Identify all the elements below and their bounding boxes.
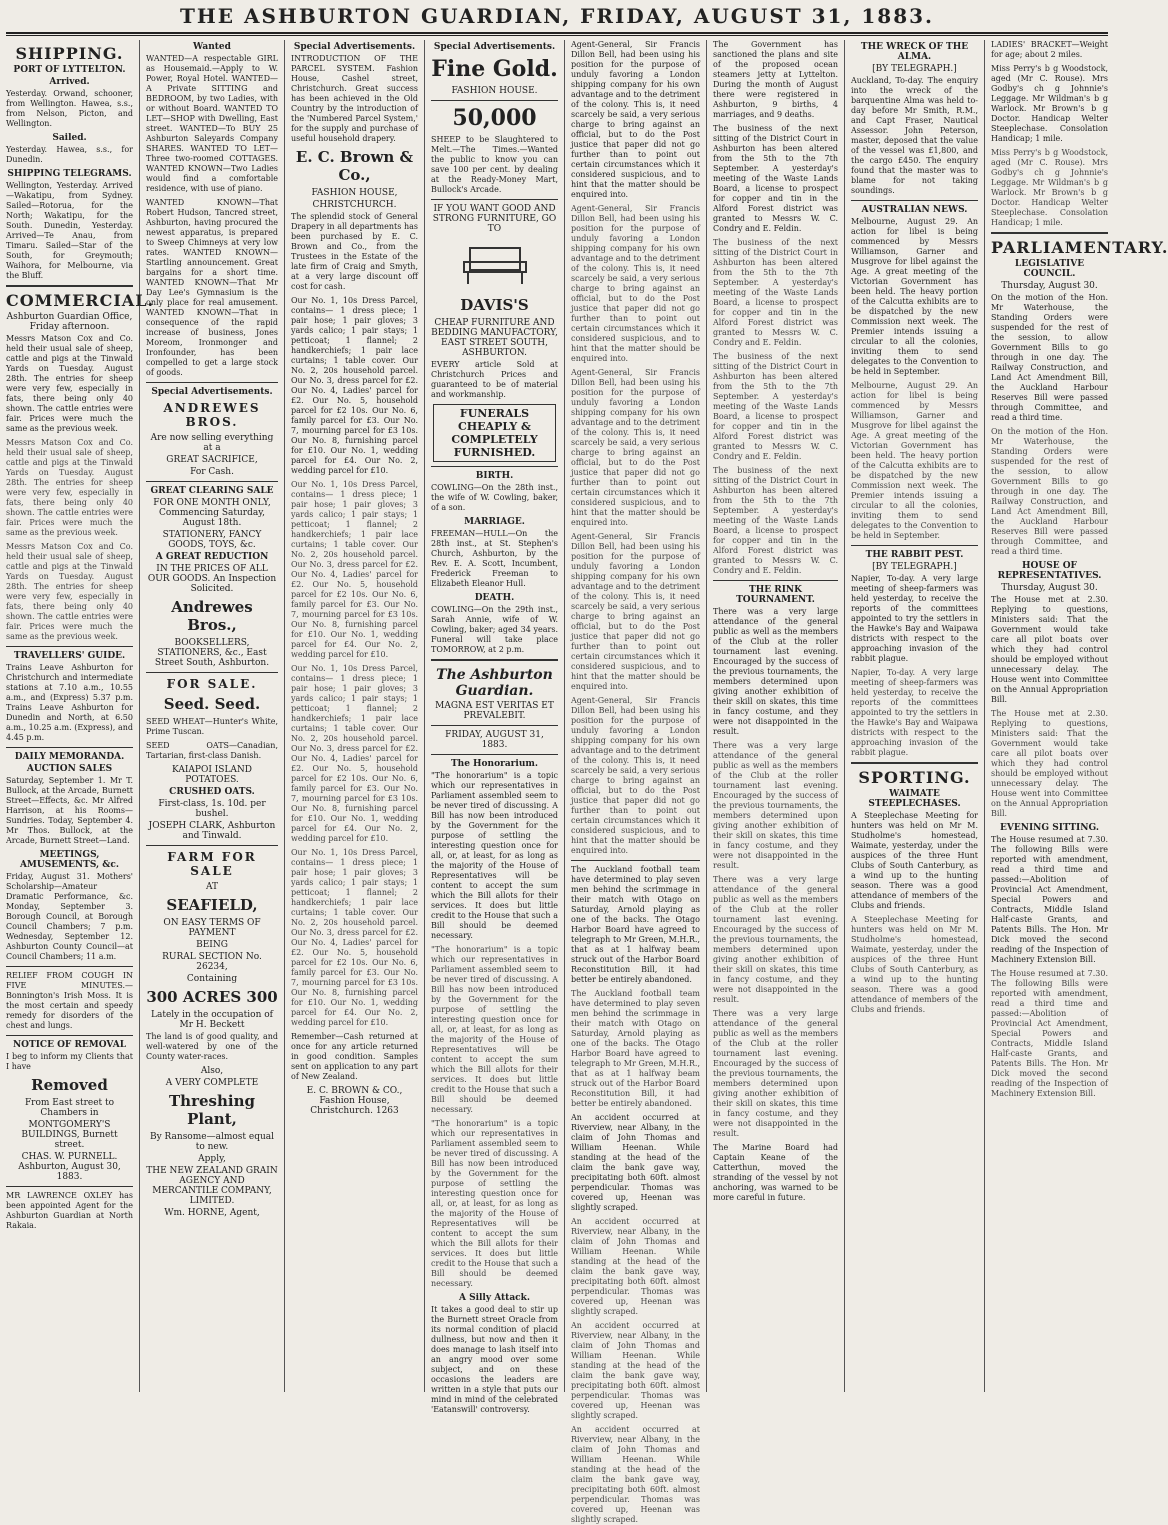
crushed: CRUSHED OATS. (169, 787, 255, 797)
auction-heading: AUCTION SALES (26, 764, 113, 774)
special-heading: Special Advertisements. (151, 387, 273, 397)
rabbit-tag: [BY TELEGRAPH.] (872, 562, 957, 572)
race-results-cont: Miss Perry's b g Woodstock, aged (Mr C. Rouse). Mrs Godby's ch g Johnnie's Leggage. Mr Wildman's b g Warlock. Mr Brown's b g Doctor. Handicap Welter Steeplechase. Consolation Handicap; 1 mile. (991, 148, 1108, 227)
article-text-3-cont: An accident occurred at Riverview, near Albany, in the claim of John Thomas and William Heenan. While standing at the head of the claim the bank gave way, precipitating both 60ft. almost perpendicular. Thomas was covered up, Heenan was slightly scraped. (571, 1217, 700, 1316)
article-text-3-cont-2: An accident occurred at Riverview, near Albany, in the claim of John Thomas and William Heenan. While standing at the head of the claim the bank gave way, precipitating both 60ft. almost perpendicular. Thomas was covered up, Heenan was slightly scraped. (571, 1321, 700, 1420)
death-heading: DEATH. (474, 593, 515, 603)
honorarium-text: "The honorarium" is a topic which our representatives in Parliament assembled seem to be never tired of discussing. A Bill has now been introduced by the Government for the purpose of settling the interesting question once for all, or, at least, for as long as the majority of the House of Representatives will be content to accept the sum which the Bill allots for their services. It does but little credit to the House that such a Bill should be deemed necessary. (431, 771, 558, 940)
commercial-text-cont-2: Messrs Matson Cox and Co. held their usual sale of sheep, cattle and pigs at the Tinwald Yards on Tuesday. August 28th. The entries for sheep were very few, especially in fats, there being only 40 shown. The cattle entries were fair. Prices were much the same as the previous week. (6, 542, 133, 641)
ladies-bracket: LADIES' BRACKET—Weight for age; about 2 miles. (991, 40, 1108, 59)
meetings-heading: MEETINGS, AMUSEMENTS, &c. (19, 850, 120, 870)
divider (431, 199, 558, 200)
article-text-2-cont: The Auckland football team have determined to play seven men behind the scrimmage in their match with Otago on Saturday, Arnold playing as one of the backs. The Otago Harbor Board have agreed to telegraph to Mr Green, M.H.R., that as at 1 halfway beam struck out of the Harbor Board Reconstitution Bill, it had better be entirely abandoned. (571, 989, 700, 1108)
house-text-cont: The House met at 2.30. Replying to questions, Ministers said: That the Government would take care all pilot boats over which they had control should be employed without unnecessary delay. The House went into Committee on the Annual Appropriation Bill. (991, 709, 1108, 818)
telegrams-heading: SHIPPING TELEGRAMS. (7, 169, 132, 179)
column-4 (425, 40, 565, 1414)
threshing-plant: Threshing Plant, (169, 1092, 255, 1128)
birth-text: COWLING—On the 28th inst., the wife of W. Cowling, baker, of a son. (431, 483, 558, 512)
divider (851, 545, 978, 546)
commercial-heading: COMMERCIAL. (6, 291, 155, 310)
special-heading: Special Advertisements. (433, 42, 556, 52)
andrewes-bros: Andrewes Bros., (171, 598, 253, 634)
rabbit-heading: THE RABBIT PEST. (865, 550, 964, 560)
silly-text: It takes a good deal to stir up the Burnett street Oracle from its normal condition of placid dullness, but now and then it does manage to lash itself into an angry mood over some subject, and on these occasions the leaders are written in a style that puts our mind in mind of the celebrated 'Eatanswill' controversy. (431, 1305, 558, 1414)
rink-text-cont: There was a very large attendance of the general public as well as the members of the Club at the roller tournament last evening. Encouraged by the success of the previous tournaments, the members determined upon giving another exhibition of their skill on skates, this time in fancy costume, and they were not disappointed in the result. (713, 741, 838, 870)
remember: Remember—Cash returned at once for any article returned in good condition. Samples sent on application to any part of New Zealand. (291, 1032, 418, 1081)
evening-text: The House resumed at 7.30. The following Bills were reported with amendment, read a third time and passed:—Abolition of Provincial Act Amendment, Special Powers and Contracts, Middle Island Half-caste Grants, and Patents Bills. The Hon. Mr Dick moved the second reading of the Inspection of Machinery Extension Bill. (991, 835, 1108, 964)
fashion-house: FASHION HOUSE, (311, 188, 398, 198)
australian-text-cont: Melbourne, August 29. An action for libel is being commenced by Messrs Williamson, Garner and Musgrove for libel against the Age. A great meeting of the Victorian Government has been held. The heavy portion of the Calcutta exhibits are to be dispatched by the new Commission next week. The Premier intends issuing a circular to all the colonies, inviting them to send delegates to the Convention to be held in September. (851, 381, 978, 540)
christchurch: CHRISTCHURCH. (312, 200, 397, 210)
alma-heading: THE WRECK OF THE ALMA. (860, 42, 969, 62)
arrived-heading: Arrived. (49, 77, 90, 87)
news-text-2-cont-3: The business of the next sitting of the District Court in Ashburton has been altered from the 5th to the 7th September. A yesterday's meeting of the Waste Lands Board, a license to prospect for copper and tin in the Alford Forest district was granted to Messrs W. C. Condry and E. Feldin. (713, 466, 838, 575)
being: BEING (196, 940, 228, 950)
news-text-1: The Government has sanctioned the plans and site of the proposed ocean steamers jetty at Lyttelton. During the month of August there were registered in Ashburton, 9 births, 4 marriages, and 9 deaths. (713, 40, 838, 119)
column-1 (0, 40, 155, 1392)
andrewes-text: Are now selling everything at a (150, 433, 274, 453)
parcel-text: INTRODUCTION OF THE PARCEL SYSTEM. Fashion House, Cashel street, Christchurch. Great success has been achieved in the Old Country by the introduction of the 'Numbered Parcel System,' for the supply and purchase of useful household drapery. (291, 54, 418, 143)
parcel-list-cont-3: Our No. 1, 10s Dress Parcel, contains— 1 dress piece; 1 pair hose; 1 pair gloves; 3 yards calico; 1 pair stays; 1 petticoat; 1 flannel; 2 handkerchiefs; 1 pair lace curtains; 1 table cover. Our No. 2, 20s household parcel. Our No. 3, dress parcel for £2. Our No. 4, Ladies' parcel for £2. Our No. 5, household parcel for £2 10s. Our No. 6, family parcel for £3. Our No. 7, mourning parcel for £3 10s. Our No. 8, furnishing parcel for £10. Our No. 1, wedding parcel for £4. Our No. 2, wedding parcel for £10. (291, 848, 418, 1027)
acres: 300 ACRES 300 (146, 988, 278, 1006)
parliament-heading: PARLIAMENTARY. (991, 238, 1168, 257)
notice-text: I beg to inform my Clients that I have (6, 1052, 133, 1071)
divider (6, 1035, 133, 1036)
rink-text: There was a very large attendance of the general public as well as the members of the Club at the roller tournament last evening. Encouraged by the success of the previous tournaments, the members determined upon giving another exhibition of their skill on skates, this time in fancy costume, and they were not disappointed in the result. (713, 607, 838, 736)
seed-title: Seed. Seed. (163, 695, 261, 713)
kaiapoi: KAIAPOI ISLAND POTATOES. (171, 765, 253, 785)
divider (6, 1186, 133, 1187)
commercial-text-cont: Messrs Matson Cox and Co. held their usual sale of sheep, cattle and pigs at the Tinwald Yards on Tuesday. August 28th. The entries for sheep were very few, especially in fats, there being only 40 shown. The cattle entries were fair. Prices were much the same as the previous week. (6, 438, 133, 537)
masthead: THE ASHBURTON GUARDIAN, FRIDAY, AUGUST 31, 1883. (179, 4, 935, 28)
seed-wheat: SEED WHEAT—Hunter's White, Prime Tuscan. (146, 717, 278, 736)
divider (431, 100, 558, 101)
divider (6, 646, 133, 647)
shipping-heading: SHIPPING. (15, 44, 124, 63)
house-date: Thursday, August 30. (1001, 583, 1098, 593)
parcel-list-cont-2: Our No. 1, 10s Dress Parcel, contains— 1 dress piece; 1 pair hose; 1 pair gloves; 3 yards calico; 1 pair stays; 1 petticoat; 1 flannel; 2 handkerchiefs; 1 pair lace curtains; 1 table cover. Our No. 2, 20s household parcel. Our No. 3, dress parcel for £2. Our No. 4, Ladies' parcel for £2. Our No. 5, household parcel for £2 10s. Our No. 6, family parcel for £3. Our No. 7, mourning parcel for £3 10s. Our No. 8, furnishing parcel for £10. Our No. 1, wedding parcel for £4. Our No. 2, wedding parcel for £10. (291, 664, 418, 843)
legislative-heading: LEGISLATIVE COUNCIL. (1014, 259, 1085, 279)
rink-heading: THE RINK TOURNAMENT. (736, 585, 815, 605)
column-7 (845, 40, 985, 1392)
removed-title: Removed (31, 1076, 108, 1094)
legislative-date: Thursday, August 30. (1001, 281, 1098, 291)
agency: THE NEW ZEALAND GRAIN AGENCY AND MERCANTILE COMPANY, LIMITED. (146, 1166, 278, 1206)
waimate-heading: WAIMATE STEEPLECHASES. (868, 789, 961, 809)
funerals-box: FUNERALS CHEAPLY & COMPLETELY FURNISHED. (433, 404, 556, 462)
seed-oats: SEED OATS—Canadian, Tartarian, first-class Danish. (146, 741, 278, 760)
legislative-text: On the motion of the Hon. Mr Waterhouse, the Standing Orders were suspended for the rest of the session, to allow Government Bills to go through in one day. The Railway Construction, and Land Act Amendment Bill, the Auckland Harbour Reserves Bill were passed through Committee, and read a third time. (991, 293, 1108, 422)
complete: A VERY COMPLETE (165, 1078, 259, 1088)
farm-heading: FARM FOR SALE (167, 850, 257, 878)
travellers-heading: TRAVELLERS' GUIDE. (13, 651, 126, 661)
rabbit-text-cont: Napier, To-day. A very large meeting of sheep-farmers was held yesterday, to receive the reports of the committees appointed to try the settlers in the Hawke's Bay and Waipawa districts with respect to the approaching invasion of the rabbit plague. (851, 668, 978, 757)
notice-signature: CHAS. W. PURNELL. Ashburton, August 30, 1883. (18, 1152, 121, 1182)
apply: Apply, (198, 1154, 226, 1164)
divider (851, 762, 978, 764)
divider (431, 659, 558, 661)
honorarium-text-cont-2: "The honorarium" is a topic which our representatives in Parliament assembled seem to be never tired of discussing. A Bill has now been introduced by the Government for the purpose of settling the interesting question once for all, or, at least, for as long as the majority of the House of Representatives will be content to accept the sum which the Bill allots for their services. It does but little credit to the House that such a Bill should be deemed necessary. (431, 1119, 558, 1288)
article-text-3: An accident occurred at Riverview, near Albany, in the claim of John Thomas and William Heenan. While standing at the head of the claim the bank gave way, precipitating both 60ft. almost perpendicular. Thomas was covered up, Heenan was slightly scraped. (571, 1113, 700, 1212)
waimate-text-cont: A Steeplechase Meeting for hunters was held on Mr M. Studholme's homestead, Waimate, yesterday, under the auspices of the three Hunt Clubs of South Canterbury, as a wind up to the hunting season. There was a good attendance of members of the Clubs and friends. (851, 915, 978, 1014)
great-sacrifice: GREAT SACRIFICE, (166, 455, 258, 465)
divider (571, 860, 700, 861)
notice-building: MONTGOMERY'S BUILDINGS, Burnett street. (21, 1120, 118, 1150)
commercial-office: Ashburton Guardian Office, Friday afternoon. (6, 312, 133, 332)
notice-from: From East street to Chambers in (24, 1098, 115, 1118)
divider (146, 845, 278, 846)
sailed-text: Yesterday. Hawea, s.s., for Dunedin. (6, 145, 133, 164)
house-heading: HOUSE OF REPRESENTATIVES. (997, 561, 1102, 581)
death-text: COWLING—On the 29th inst., Sarah Annie, wife of W. Cowling, baker; aged 34 years. Funeral will take place TOMORROW, at 2 p.m. (431, 605, 558, 654)
marriage-text: FREEMAN—HULL—On the 28th inst., at St. Stephen's Church, Ashburton, by the Rev. E. A. Scott, Incumbent, Frederick Freeman to Elizabeth Eleanor Hull. (431, 529, 558, 588)
furniture-text: IF YOU WANT GOOD AND STRONG FURNITURE, GO TO (432, 204, 557, 234)
alma-text: Auckland, To-day. The enquiry into the wreck of the barquentine Alma was held to-day before Mr Smith, R.M., and Capt Fraser, Nautical Assessor. John Peterson, master, deposed that the value of the vessel was £1,800, and the cargo £450. The enquiry found that the master was to blame for not taking soundings. (851, 76, 978, 195)
auction-text: Saturday, September 1. Mr T. Bullock, at the Arcade, Burnett Street—Effects, &c. Mr Alfred Harrison, at his Rooms—Sundries. Today, September 4. Mr Thos. Bullock, at the Arcade, Burnett Street—Land. (6, 776, 133, 845)
crushed-sub: First-class, 1s. 10d. per bushel. (158, 799, 266, 819)
joseph-clark: JOSEPH CLARK, Ashburton and Tinwald. (148, 821, 276, 841)
race-results: Miss Perry's b g Woodstock, aged (Mr C. Rouse). Mrs Godby's ch g Johnnie's Leggage. Mr Wildman's b g Warlock. Mr Brown's b g Doctor. Handicap Welter Steeplechase. Consolation Handicap; 1 mile. (991, 64, 1108, 143)
ransome: By Ransome—almost equal to new. (149, 1132, 275, 1152)
relief-ad: RELIEF FROM COUGH IN FIVE MINUTES.—Bonnington's Irish Moss. It is the most certain and speedy remedy for disorders of the chest and lungs. (6, 971, 133, 1030)
divider (991, 232, 1108, 234)
memoranda-heading: DAILY MEMORANDA. (14, 752, 125, 762)
davis-text: EVERY article Sold at Christchurch Prices and guaranteed to be of material and workmanship. (431, 360, 558, 399)
divider (431, 725, 558, 726)
reduction: A GREAT REDUCTION (155, 552, 269, 562)
commercial-text: Messrs Matson Cox and Co. held their usual sale of sheep, cattle and pigs at the Tinwald Yards on Tuesday. August 28th. The entries for sheep were very few, especially in fats, there being only 40 shown. The cattle entries were fair. Prices were much the same as the previous week. (6, 334, 133, 433)
divider (6, 966, 133, 967)
divider (851, 200, 978, 201)
telegrams-text: Wellington, Yesterday. Arrived—Wakatipu, from Sydney. Sailed—Rotorua, for the North; Wakatipu, for the South. Dunedin, Yesterday. Arrived—Te Anau, from Timaru. Sailed—Star of the South, for Greymouth; Waihora, for Melbourne, via the Bluff. (6, 181, 133, 280)
divider (431, 466, 558, 467)
column-5 (565, 40, 707, 1524)
article-text-1-cont-3: Agent-General, Sir Francis Dillon Bell, had been using his position for the purpose of unduly favoring a London shipping company for his own advantage and to the detriment of the colony. This is, it need scarcely be said, a very serious charge to bring against an official, but to do the Post justice that paper did not go further than to point out certain circumstances which it considered suspicious, and to hint that the matter should be enquired into. (571, 532, 700, 691)
land-quality: The land is of good quality, and well-watered by one of the County water-races. (146, 1032, 278, 1061)
article-text-1-cont-4: Agent-General, Sir Francis Dillon Bell, had been using his position for the purpose of unduly favoring a London shipping company for his own advantage and to the detriment of the colony. This is, it need scarcely be said, a very serious charge to bring against an official, but to do the Post justice that paper did not go further than to point out certain circumstances which it considered suspicious, and to hint that the matter should be enquired into. (571, 696, 700, 855)
evening-heading: EVENING SITTING. (1000, 823, 1099, 833)
reduction-sub: IN THE PRICES OF ALL OUR GOODS. An Inspection Solicited. (147, 564, 277, 594)
for-cash: For Cash. (190, 467, 234, 477)
sailed-heading: Sailed. (52, 133, 87, 143)
special-heading: Special Advertisements. (293, 42, 416, 52)
masthead-rule-thin (6, 35, 1108, 36)
fashion-house: FASHION HOUSE. (451, 86, 538, 96)
masthead-rule (6, 32, 1108, 34)
news-text-2-cont: The business of the next sitting of the District Court in Ashburton has been altered from the 5th to the 7th September. A yesterday's meeting of the Waste Lands Board, a license to prospect for copper and tin in the Alford Forest district was granted to Messrs W. C. Condry and E. Feldin. (713, 238, 838, 347)
rink-text-cont-3: There was a very large attendance of the general public as well as the members of the Club at the roller tournament last evening. Encouraged by the success of the previous tournaments, the members determined upon giving another exhibition of their skill on skates, this time in fancy costume, and they were not disappointed in the result. (713, 1009, 838, 1138)
news-text-4: The Marine Board had Captain Keane of the Catterthun, moved the stranding of the vessel by not anchoring, was warned to be more careful in future. (713, 1143, 838, 1202)
article-text-2: The Auckland football team have determined to play seven men behind the scrimmage in their match with Otago on Saturday, Arnold playing as one of the backs. The Otago Harbor Board have agreed to telegraph to Mr Green, M.H.R., that as at 1 halfway beam struck out of the Harbor Board Reconstitution Bill, it had better be entirely abandoned. (571, 865, 700, 984)
occupation: Lately in the occupation of Mr H. Beckett (151, 1010, 273, 1030)
news-text-2: The business of the next sitting of the District Court in Ashburton has been altered from the 5th to the 7th September. A yesterday's meeting of the Waste Lands Board, a license to prospect for copper and tin in the Alford Forest district was granted to Messrs W. C. Condry and E. Feldin. (713, 124, 838, 233)
davis-title: DAVIS'S (460, 296, 529, 314)
column-6 (707, 40, 845, 1392)
guardian-title: The Ashburton Guardian. (436, 667, 553, 699)
notice-heading: NOTICE OF REMOVAL (12, 1040, 127, 1050)
stationery: STATIONERY, FANCY GOODS, TOYS, &c. (162, 530, 262, 550)
horne: Wm. HORNE, Agent, (164, 1208, 260, 1218)
sheep-number: 50,000 (452, 105, 537, 131)
davis-sub: CHEAP FURNITURE AND BEDDING MANUFACTORY, EAST STREET SOUTH, ASHBURTON. (431, 318, 558, 358)
wanted-known-text: WANTED KNOWN—That Robert Hudson, Tancred street, Ashburton, having procured the newest apparatus, is prepared to Sweep Chimneys at very low rates. WANTED KNOWN—Startling announcement. Great bargains for a short time. WANTED KNOWN—That Mr Day Lee's Gymnasium is the only place for real amusement. WANTED KNOWN—That in consequence of the rapid increase of business, Jones Moreom, Ironmonger and Ironfounder, has been compelled to get a large stock of goods. (146, 198, 278, 377)
issue-date: FRIDAY, AUGUST 31, 1883. (445, 730, 544, 750)
rural-section: RURAL SECTION No. 26234, (162, 952, 262, 972)
silly-heading: A Silly Attack. (458, 1293, 531, 1303)
divider (431, 754, 558, 755)
divider (6, 747, 133, 748)
meetings-text: Friday, August 31. Mothers' Scholarship—Amateur Dramatic Performance, &c. Monday, September 3. Borough Council, at Borough Council Chambers; 7 p.m. Wednesday, September 12. Ashburton County Council—at Council Chambers; 11 a.m. (6, 872, 133, 961)
also: Also, (200, 1066, 224, 1076)
wanted-text: WANTED—A respectable GIRL as Housemaid.—Apply to W. Power, Royal Hotel. WANTED—A Private SITTING and BEDROOM, by two Ladies, with or without Board. WANTED TO LET—SHOP with Dwelling, East street. WANTED—To BUY 25 Ashburton Saleyards Company SHARES. WANTED TO LET—Three two-roomed COTTAGES. WANTED KNOWN—Two Ladies would find a comfortable residence, with use of piano. (146, 54, 278, 193)
divider (146, 481, 278, 482)
australian-heading: AUSTRALIAN NEWS. (861, 205, 968, 215)
article-text-1-cont: Agent-General, Sir Francis Dillon Bell, had been using his position for the purpose of unduly favoring a London shipping company for his own advantage and to the detriment of the colony. This is, it need scarcely be said, a very serious charge to bring against an official, but to do the Post justice that paper did not go further than to point out certain circumstances which it considered suspicious, and to hint that the matter should be enquired into. (571, 204, 700, 363)
parcel-list: Our No. 1, 10s Dress Parcel, contains— 1 dress piece; 1 pair hose; 1 pair gloves; 3 yards calico; 1 pair stays; 1 petticoat; 1 flannel; 2 handkerchiefs; 1 pair lace curtains; 1 table cover. Our No. 2, 20s household parcel. Our No. 3, dress parcel for £2. Our No. 4, Ladies' parcel for £2. Our No. 5, household parcel for £2 10s. Our No. 6, family parcel for £3. Our No. 7, mourning parcel for £3 10s. Our No. 8, furnishing parcel for £10. Our No. 1, wedding parcel for £4. Our No. 2, wedding parcel for £10. (291, 296, 418, 475)
evening-text-cont: The House resumed at 7.30. The following Bills were reported with amendment, read a third time and passed:—Abolition of Provincial Act Amendment, Special Powers and Contracts, Middle Island Half-caste Grants, and Patents Bills. The Hon. Mr Dick moved the second reading of the Inspection of Machinery Extension Bill. (991, 969, 1108, 1098)
andrewes-heading: ANDREWES BROS. (163, 401, 261, 429)
seafield: SEAFIELD, (166, 896, 258, 914)
travellers-text: Trains Leave Ashburton for Christchurch and intermediate stations at 7.10 a.m., 10.55 a.m., and (Express) 5.37 p.m. Trains Leave Ashburton for Dunedin and North, at 6.50 a.m., 10.25 a.m. (Express), and 4.45 p.m. (6, 663, 133, 742)
divider (146, 382, 278, 383)
marriage-heading: MARRIAGE. (464, 517, 525, 527)
honorarium-text-cont: "The honorarium" is a topic which our representatives in Parliament assembled seem to be never tired of discussing. A Bill has now been introduced by the Government for the purpose of settling the interesting question once for all, or, at least, for as long as the majority of the House of Representatives will be content to accept the sum which the Bill allots for their services. It does but little credit to the House that such a Bill should be deemed necessary. (431, 945, 558, 1114)
andrewes-sub: BOOKSELLERS, STATIONERS, &c., East Street South, Ashburton. (154, 638, 270, 668)
birth-heading: BIRTH. (475, 471, 514, 481)
port-heading: PORT OF LYTTELTON. (13, 65, 126, 75)
brown-title: E. C. Brown & Co., (295, 148, 414, 184)
parcel-body: The splendid stock of General Drapery in all departments has been purchased by E. C. Brown and Co., from the Trustees in the Estate of the late firm of Craig and Smyth, at a very large discount off cost for cash. (291, 212, 418, 291)
house-text: The House met at 2.30. Replying to questions, Ministers said: That the Government would take care all pilot boats over which they had control should be employed without unnecessary delay. The House went into Committee on the Annual Appropriation Bill. (991, 595, 1108, 704)
containing: Containing (186, 974, 238, 984)
divider (713, 580, 838, 581)
rink-text-cont-2: There was a very large attendance of the general public as well as the members of the Club at the roller tournament last evening. Encouraged by the success of the previous tournaments, the members determined upon giving another exhibition of their skill on skates, this time in fancy costume, and they were not disappointed in the result. (713, 875, 838, 1004)
article-text-1-cont-2: Agent-General, Sir Francis Dillon Bell, had been using his position for the purpose of unduly favoring a London shipping company for his own advantage and to the detriment of the colony. This is, it need scarcely be said, a very serious charge to bring against an official, but to do the Post justice that paper did not go further than to point out certain circumstances which it considered suspicious, and to hint that the matter should be enquired into. (571, 368, 700, 527)
article-text-1: Agent-General, Sir Francis Dillon Bell, had been using his position for the purpose of unduly favoring a London shipping company for his own advantage and to the detriment of the colony. This is, it need scarcely be said, a very serious charge to bring against an official, but to do the Post justice that paper did not go further than to point out certain circumstances which it considered suspicious, and to hint that the matter should be enquired into. (571, 40, 700, 199)
wanted-heading: Wanted (193, 42, 231, 52)
furniture-illustration (431, 238, 558, 292)
alma-tag: [BY TELEGRAPH.] (872, 64, 957, 74)
clearing-heading: GREAT CLEARING SALE (150, 486, 274, 496)
column-2 (140, 40, 285, 1392)
honorarium-heading: The Honorarium. (450, 759, 539, 769)
notice-tail: MR LAWRENCE OXLEY has been appointed Agent for the Ashburton Guardian at North Rakaia. (6, 1191, 133, 1230)
sheep-text: SHEEP to be Slaughtered to Melt.—The Times.—Wanted the public to know you can save 100 per cent. by dealing at the Ready-Money Mart, Bullock's Arcade. (431, 135, 558, 194)
australian-text: Melbourne, August 29. An action for libel is being commenced by Messrs Williamson, Garner and Musgrove for libel against the Age. A great meeting of the Victorian Government has been held. The heavy portion of the Calcutta exhibits are to be dispatched by the new Commission next week. The Premier intends issuing a circular to all the colonies, inviting them to send delegates to the Convention to be held in September. (851, 217, 978, 376)
clearing-sub: FOR ONE MONTH ONLY, Commencing Saturday, August 18th. (153, 498, 271, 528)
divider (6, 285, 133, 287)
parcel-list-cont: Our No. 1, 10s Dress Parcel, contains— 1 dress piece; 1 pair hose; 1 pair gloves; 3 yards calico; 1 pair stays; 1 petticoat; 1 flannel; 2 handkerchiefs; 1 pair lace curtains; 1 table cover. Our No. 2, 20s household parcel. Our No. 3, dress parcel for £2. Our No. 4, Ladies' parcel for £2. Our No. 5, household parcel for £2 10s. Our No. 6, family parcel for £3. Our No. 7, mourning parcel for £3 10s. Our No. 8, furnishing parcel for £10. Our No. 1, wedding parcel for £4. Our No. 2, wedding parcel for £10. (291, 480, 418, 659)
brown-footer: E. C. BROWN & CO., Fashion House, Christchurch. 1263 (306, 1086, 403, 1116)
legislative-text-cont: On the motion of the Hon. Mr Waterhouse, the Standing Orders were suspended for the rest of the session, to allow Government Bills to go through in one day. The Railway Construction, and Land Act Amendment Bill, the Auckland Harbour Reserves Bill were passed through Committee, and read a third time. (991, 427, 1108, 556)
article-text-3-cont-3: An accident occurred at Riverview, near Albany, in the claim of John Thomas and William Heenan. While standing at the head of the claim the bank gave way, precipitating both 60ft. almost perpendicular. Thomas was covered up, Heenan was slightly scraped. (571, 1425, 700, 1524)
waimate-text: A Steeplechase Meeting for hunters was held on Mr M. Studholme's homestead, Waimate, yesterday, under the auspices of the three Hunt Clubs of South Canterbury, as a wind up to the hunting season. There was a good attendance of members of the Clubs and friends. (851, 811, 978, 910)
farm-at: AT (205, 882, 218, 892)
fine-gold: Fine Gold. (431, 56, 558, 82)
news-text-2-cont-2: The business of the next sitting of the District Court in Ashburton has been altered from the 5th to the 7th September. A yesterday's meeting of the Waste Lands Board, a license to prospect for copper and tin in the Alford Forest district was granted to Messrs W. C. Condry and E. Feldin. (713, 352, 838, 461)
farm-terms: ON EASY TERMS OF PAYMENT (163, 918, 261, 938)
rabbit-text: Napier, To-day. A very large meeting of sheep-farmers was held yesterday, to receive the reports of the committees appointed to try the settlers in the Hawke's Bay and Waipawa districts with respect to the approaching invasion of the rabbit plague. (851, 574, 978, 663)
armchair-icon (450, 238, 540, 288)
column-3 (285, 40, 425, 1392)
divider (146, 672, 278, 673)
motto: MAGNA EST VERITAS ET PREVALEBIT. (435, 701, 554, 721)
sporting-heading: SPORTING. (858, 768, 971, 787)
column-8 (985, 40, 1168, 1392)
arrived-text: Yesterday. Orwand, schooner, from Wellington. Hawea, s.s., from Nelson, Picton, and Wellington. (6, 89, 133, 128)
for-sale-heading: FOR SALE. (166, 677, 258, 691)
